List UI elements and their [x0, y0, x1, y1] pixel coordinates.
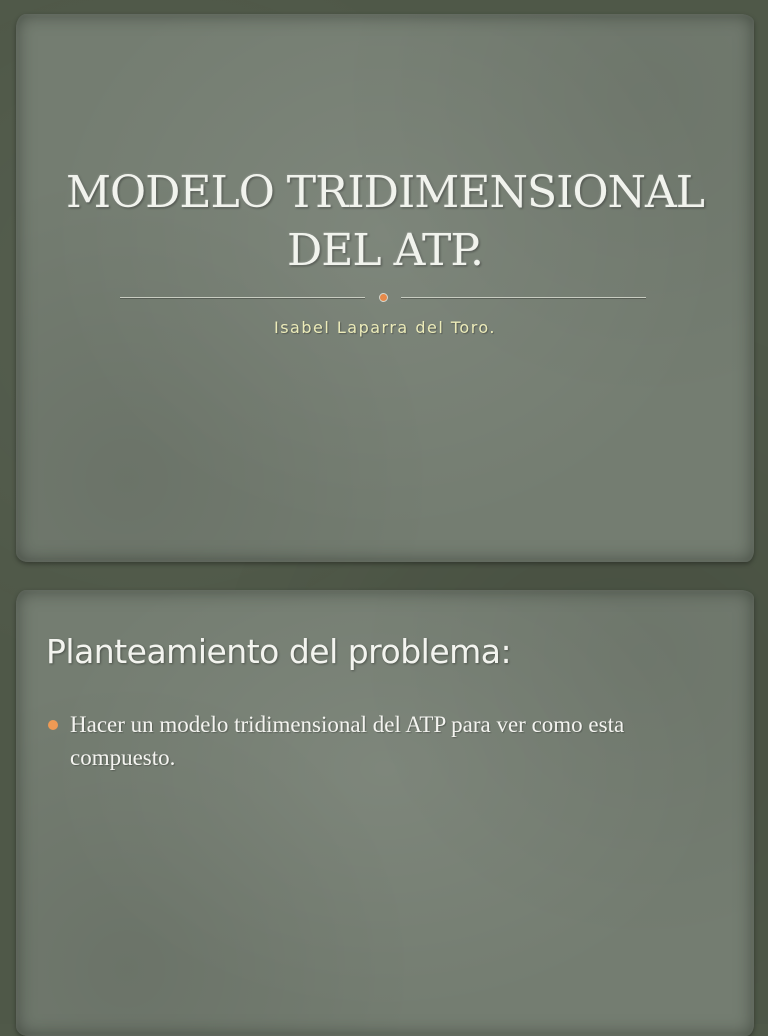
title-line-1: MODELO TRIDIMENSIONAL	[65, 167, 705, 218]
bullet-dot-icon	[48, 720, 58, 730]
author-subtitle: Isabel Laparra del Toro.	[273, 318, 497, 337]
divider-line-left	[120, 297, 365, 298]
title-line-2: DEL ATP.	[287, 225, 483, 276]
slide-heading: Planteamiento del problema:	[46, 632, 512, 671]
content-slide	[16, 590, 754, 1036]
title-divider	[120, 297, 646, 299]
divider-dot-icon	[379, 293, 388, 302]
bullet-list	[46, 708, 686, 774]
list-item	[46, 708, 686, 774]
slide-title	[16, 164, 754, 280]
bullet-text: Hacer un modelo tridimensional del ATP para ver como esta compuesto.	[70, 712, 625, 770]
title-slide	[16, 14, 754, 562]
divider-line-right	[401, 297, 646, 298]
